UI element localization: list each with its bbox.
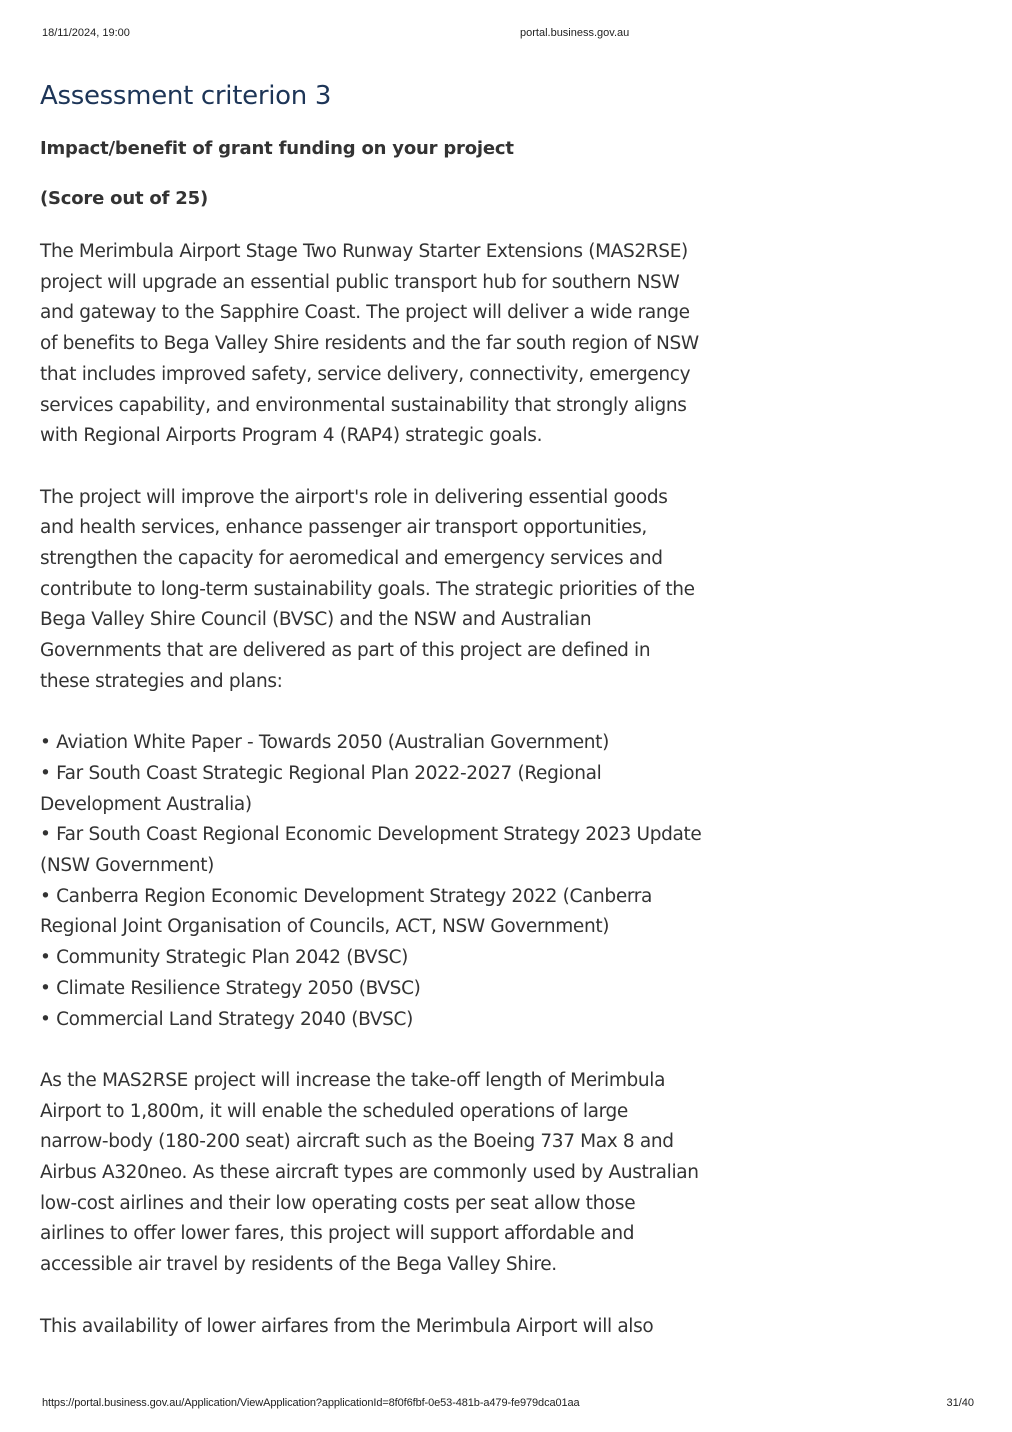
- page-number: 31/40: [946, 1397, 974, 1409]
- print-url: https://portal.business.gov.au/Application/ViewApplication?applicationId=8f0f6fbf-0e53-481b-a479-fe979dca01aa: [42, 1397, 580, 1409]
- list-item: • Far South Coast Regional Economic Development Strategy 2023 Update (NSW Government): [40, 824, 702, 877]
- print-domain: portal.business.gov.au: [520, 27, 630, 39]
- list-item: • Canberra Region Economic Development Strategy 2022 (Canberra Regional Joint Organisation of Councils, ACT, NSW Government): [40, 885, 653, 938]
- print-footer: [0, 1397, 1012, 1413]
- list-item: • Aviation White Paper - Towards 2050 (Australian Government): [40, 732, 609, 754]
- paragraph-intro: The Merimbula Airport Stage Two Runway Starter Extensions (MAS2RSE) project will upgrade an essential public transport hub for southern NSW and gateway to the Sapphire Coast. The project will deliver a wide range of benefits to Bega Valley Shire residents and the far south region of NSW that includes improved safety, service delivery, connectivity, emergency services capability, and environmental sustainability that strongly aligns with Regional Airports Program 4 (RAP4) strategic goals.: [40, 241, 699, 447]
- page-title: Assessment criterion 3: [40, 81, 332, 111]
- list-item: • Far South Coast Strategic Regional Plan 2022-2027 (Regional Development Australia): [40, 762, 602, 815]
- paragraph-lower-airfares: This availability of lower airfares from the Merimbula Airport will also: [40, 1315, 654, 1337]
- paragraph-strategic-priorities: The project will improve the airport's role in delivering essential goods and health services, enhance passenger air transport opportunities, strengthen the capacity for aeromedical and emergency services and contribute to long-term sustainability goals. The strategic priorities of the Bega Valley Shire Council (BVSC) and the NSW and Australian Governments that are delivered as part of this project are defined in these strategies and plans:: [40, 486, 695, 692]
- score-note: (Score out of 25): [40, 188, 208, 209]
- criterion-subtitle: Impact/benefit of grant funding on your project: [40, 138, 514, 159]
- print-header: [0, 27, 1012, 43]
- list-item: • Climate Resilience Strategy 2050 (BVSC): [40, 977, 421, 999]
- strategy-list: [40, 728, 760, 1035]
- paragraph-aircraft-operations: As the MAS2RSE project will increase the take-off length of Merimbula Airport to 1,800m, it will enable the scheduled operations of large narrow-body (180-200 seat) aircraft such as the Boeing 737 Max 8 and Airbus A320neo. As these aircraft types are commonly used by Australian low-cost airlines and their low operating costs per seat allow those airlines to offer lower fares, this project will support affordable and accessible air travel by residents of the Bega Valley Shire.: [40, 1069, 699, 1276]
- list-item: • Community Strategic Plan 2042 (BVSC): [40, 947, 409, 969]
- document-content: [40, 78, 760, 1342]
- print-datetime: 18/11/2024, 19:00: [42, 27, 130, 39]
- list-item: • Commercial Land Strategy 2040 (BVSC): [40, 1008, 413, 1030]
